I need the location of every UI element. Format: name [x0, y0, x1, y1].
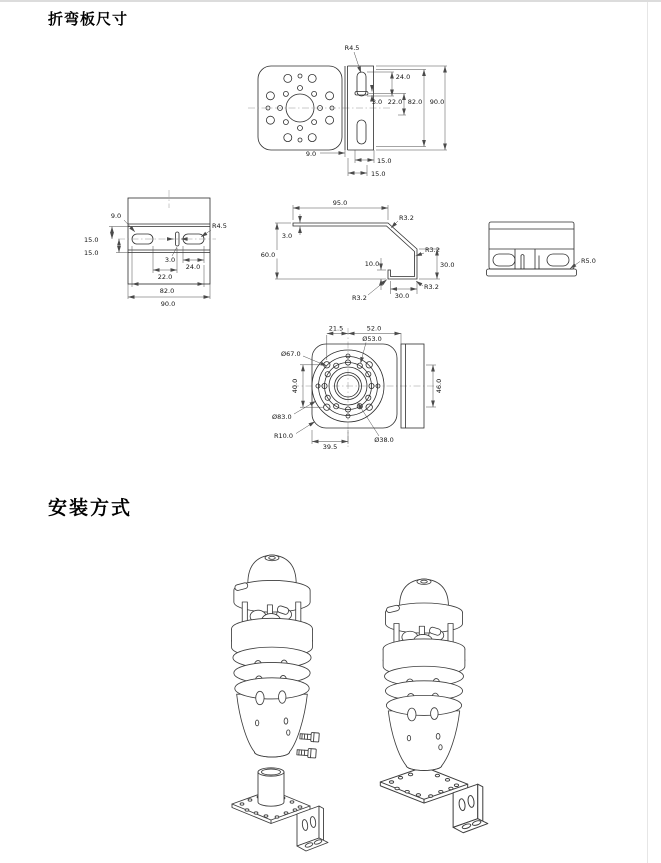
- dim-15b: 15.0: [371, 170, 386, 178]
- dim-9: 9.0: [110, 212, 122, 220]
- drawing-plate-side-profile: [260, 199, 454, 302]
- drawing-plate-top-view: [248, 44, 447, 178]
- dim-15a: 15.0: [84, 236, 99, 244]
- dim-10: 10.0: [364, 260, 380, 268]
- sensor-right-illustration: [383, 579, 465, 771]
- dim-15a: 15.0: [377, 157, 392, 165]
- screws-illustration: [297, 732, 320, 758]
- dim-r45: R4.5: [344, 44, 360, 52]
- dim-24: 24.0: [185, 263, 201, 271]
- dim-9: 9.0: [305, 150, 317, 158]
- dim-dia67: Ø67.0: [281, 350, 301, 358]
- installation-illustrations: [0, 532, 661, 863]
- dim-82: 82.0: [159, 287, 175, 295]
- dim-3: 3.0: [281, 232, 293, 240]
- dim-r10: R10.0: [274, 432, 293, 440]
- dim-3: 3.0: [371, 98, 383, 106]
- dim-30h: 30.0: [394, 292, 410, 300]
- dim-60: 60.0: [260, 251, 276, 259]
- heading-installation-method: 安装方式: [48, 498, 133, 519]
- dim-90: 90.0: [160, 300, 176, 308]
- sensor-right-assembly-illustration: [380, 579, 488, 833]
- bracket-right-illustration: [380, 767, 488, 833]
- dim-21-5: 21.5: [328, 324, 344, 333]
- dim-82: 82.0: [407, 98, 423, 106]
- dim-3: 3.0: [164, 256, 176, 264]
- dim-dia83: Ø83.0: [272, 413, 292, 421]
- dim-22: 22.0: [387, 98, 403, 106]
- dim-dia53: Ø53.0: [362, 335, 382, 343]
- dim-r32-c: R3.2: [424, 283, 439, 291]
- dim-r5: R5.0: [581, 257, 596, 265]
- drawing-flange-bottom-view: [272, 325, 443, 452]
- sensor-left-illustration: [232, 555, 313, 757]
- dim-r32-a: R3.2: [399, 214, 414, 222]
- dim-dia38: Ø38.0: [374, 436, 394, 444]
- dim-r32-b: R3.2: [425, 246, 440, 254]
- drawing-plate-front-view: [487, 222, 596, 276]
- dim-90: 90.0: [429, 98, 445, 106]
- dim-52: 52.0: [366, 324, 382, 333]
- dim-r45: R4.5: [212, 222, 227, 230]
- heading-bend-plate-dimensions: 折弯板尺寸: [48, 11, 129, 28]
- dim-40: 40.0: [291, 378, 299, 394]
- bracket-left-illustration: [232, 768, 328, 851]
- dim-39-5: 39.5: [322, 443, 338, 451]
- dim-r32-d: R3.2: [352, 294, 367, 302]
- dim-30v: 30.0: [440, 261, 455, 269]
- dim-24: 24.0: [395, 73, 411, 81]
- dim-46: 46.0: [435, 378, 443, 394]
- bend-plate-drawings: [0, 2, 661, 482]
- dim-22: 22.0: [157, 273, 173, 281]
- dim-15b: 15.0: [84, 249, 99, 257]
- drawing-plate-flat-view: [84, 190, 227, 308]
- dim-95: 95.0: [332, 199, 348, 207]
